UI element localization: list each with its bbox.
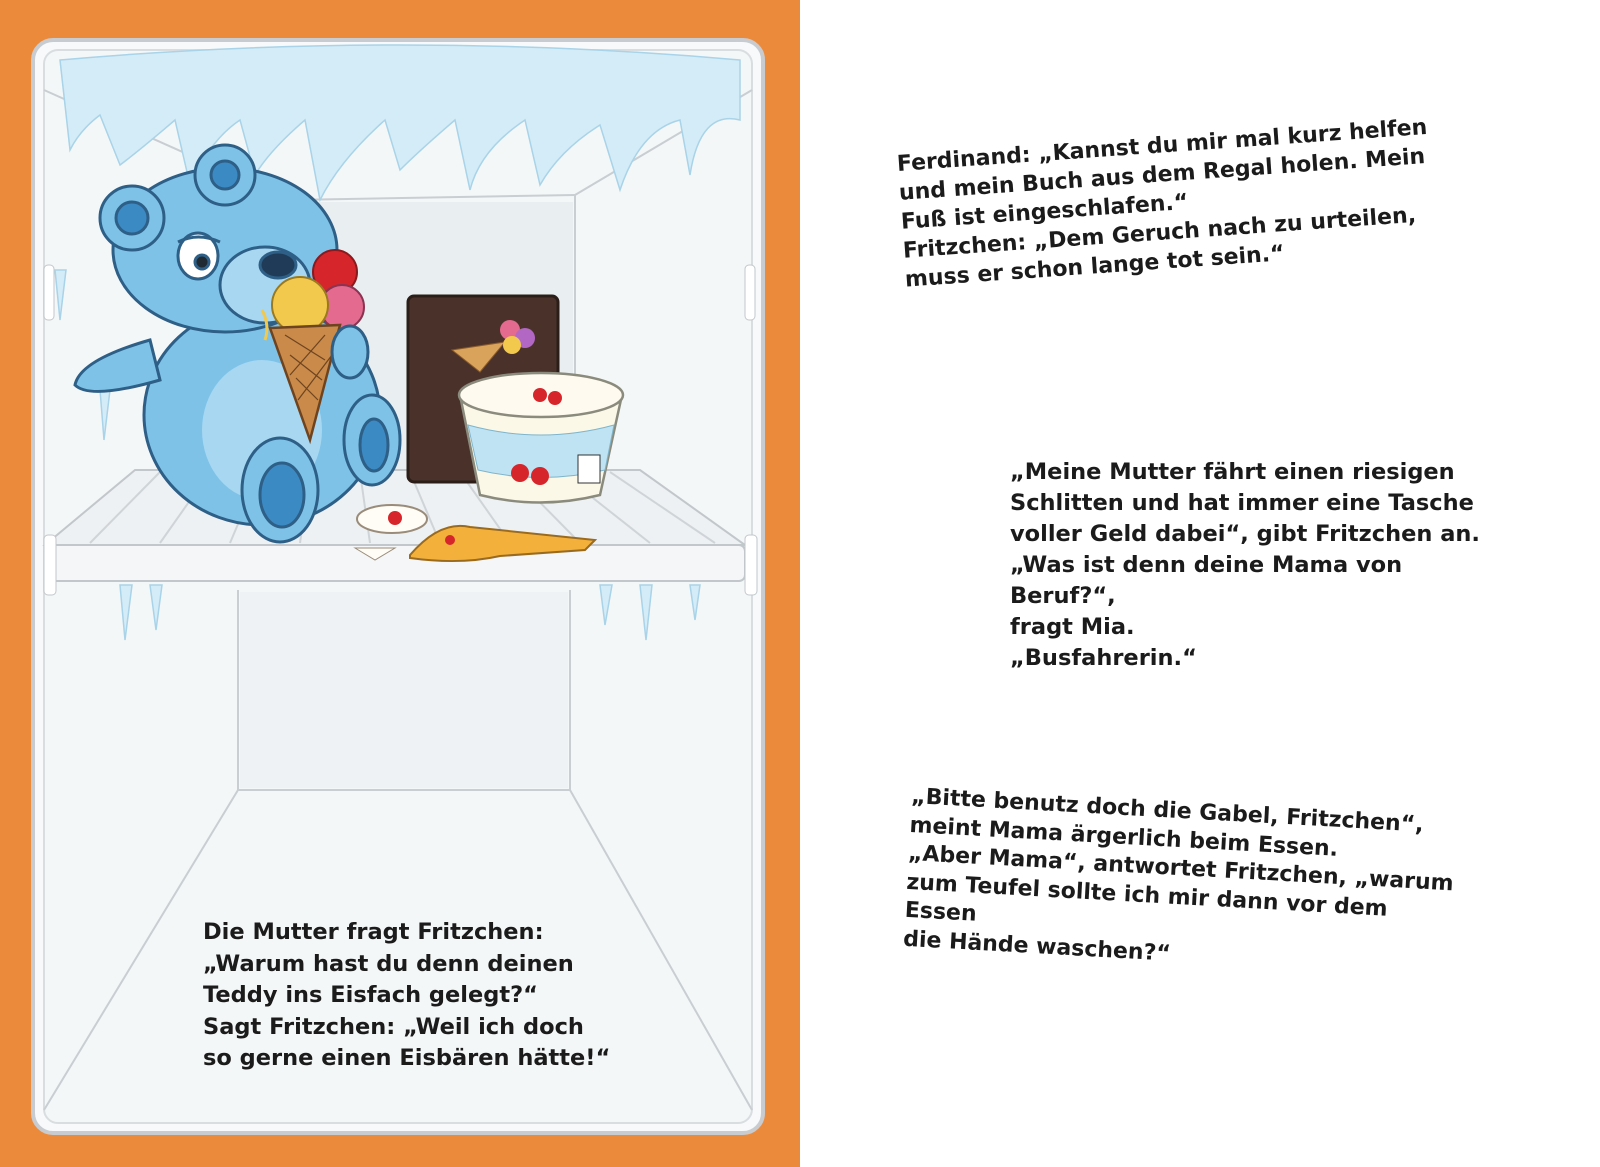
joke-teddy-freezer: Die Mutter fragt Fritzchen: „Warum hast du denn deinen Teddy ins Eisfach gelegt?“ Sagt Fritzchen: „Weil ich doch so gerne einen Eisbären hätte!“ xyxy=(203,919,611,1071)
yogurt-cup xyxy=(459,373,623,503)
joke-ferdinand-book: Ferdinand: „Kannst du mir mal kurz helfen und mein Buch aus dem Regal holen. Mein Fuß ist eingeschlafen.“ Fritzchen: „Dem Geruch nach zu urteilen, muss er schon lange tot sein.“ xyxy=(896,114,1429,293)
joke-fork-hands: „Bitte benutz doch die Gabel, Fritzchen“, meint Mama ärgerlich beim Essen. „Aber Mama“, antwortet Fritzchen, „warum zum Teufel sollte ich mir dann vor dem Essen die Hände waschen?“ xyxy=(902,783,1455,967)
joke-mother-bus-driver: „Meine Mutter fährt einen riesigen Schlitten und hat immer eine Tasche voller Geld dabei“, gibt Fritzchen an. „Was ist denn deine Mama von Beruf?“, fragt Mia. „Busfahrerin.“ xyxy=(1010,459,1480,671)
